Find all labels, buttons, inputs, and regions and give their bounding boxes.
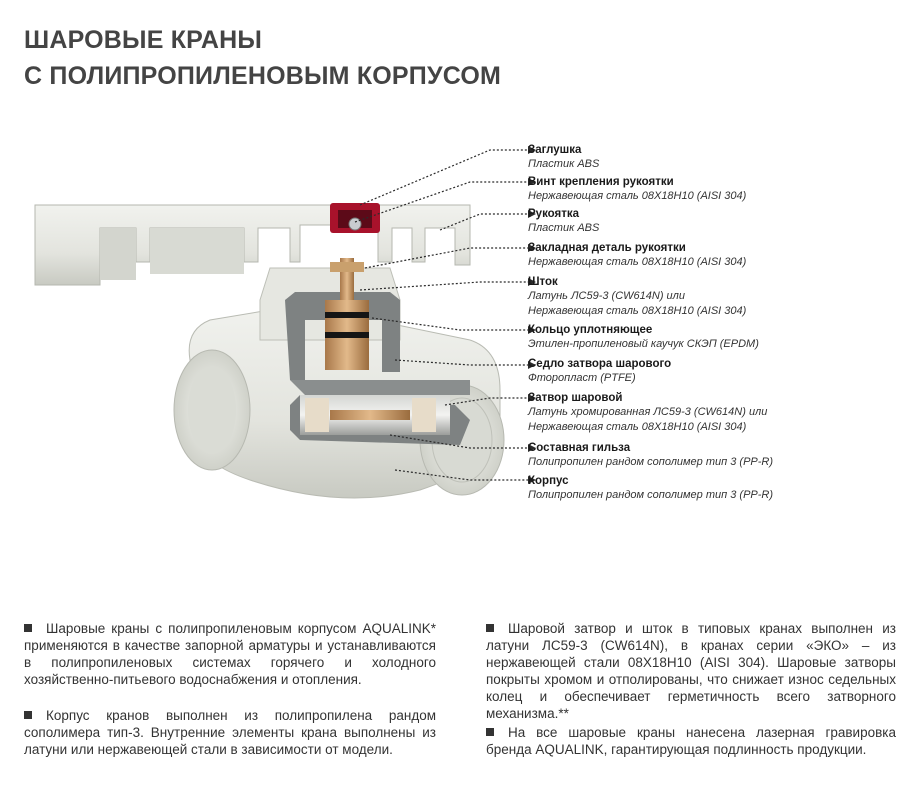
part-label-body [528, 474, 908, 503]
part-material-option: Нержавеющая сталь 08Х18Н10 (AISI 304) [528, 305, 747, 317]
leader-line-plug [360, 150, 530, 205]
valve-handle [35, 205, 470, 285]
part-label-ball [528, 391, 908, 435]
part-material: Полипропилен рандом сополимер тип 3 (PP-R) [528, 456, 774, 468]
title-line-1: ШАРОВЫЕ КРАНЫ [24, 26, 263, 54]
part-label-screw [528, 175, 908, 204]
part-material: Пластик ABS [528, 222, 600, 234]
description-paragraph: Шаровые краны с полипропиленовым корпусом AQUALINK* применяются в качестве запорной арматуры и устанавливаются в полипропиленовых системах горячего и холодного хозяйственно-питьевого водоснабжения и отопления. [24, 621, 436, 687]
part-material: Нержавеющая сталь 08Х18Н10 (AISI 304) [528, 256, 747, 268]
title-line-2: С ПОЛИПРОПИЛЕНОВЫМ КОРПУСОМ [24, 62, 502, 90]
square-bullet-icon [24, 624, 32, 632]
part-name: Кольцо уплотняющее [528, 324, 653, 336]
square-bullet-icon [486, 728, 494, 736]
part-label-sleeve [528, 441, 908, 470]
part-name: Винт крепления рукоятки [528, 176, 674, 188]
part-material-option: Латунь ЛС59-3 (CW614N) или [528, 290, 685, 302]
part-material-option: Нержавеющая сталь 08Х18Н10 (AISI 304) [528, 421, 747, 433]
part-label-seal-ring [528, 323, 908, 352]
part-label-plug [528, 143, 908, 172]
description-paragraph: Шаровой затвор и шток в типовых кранах выполнен из латуни ЛС59-3 (CW614N), в кранах серии «ЭКО» – из нержавеющей стали 08Х18Н10 (AISI 304). Шаровые затворы покрыты хромом и отполированы, что снижает износ седельных колец и обеспечивает герметичность всего затворного механизма.** [486, 621, 896, 721]
handle-cap [330, 203, 380, 233]
part-label-ball-seat [528, 357, 908, 386]
part-material: Пластик ABS [528, 158, 600, 170]
description-paragraph: Корпус кранов выполнен из полипропилена рандом сополимера тип-3. Внутренние элементы крана выполнены из латуни или нержавеющей стали в зависимости от модели. [24, 708, 436, 757]
part-name: Седло затвора шарового [528, 358, 672, 370]
part-name: Шток [528, 276, 558, 288]
part-name: Закладная деталь рукоятки [528, 242, 686, 254]
part-material: Полипропилен рандом сополимер тип 3 (PP-R) [528, 489, 774, 501]
part-label-handle-insert [528, 241, 908, 270]
square-bullet-icon [24, 711, 32, 719]
part-material-option: Латунь хромированная ЛС59-3 (CW614N) или [528, 406, 768, 418]
description-paragraph: На все шаровые краны нанесена лазерная гравировка бренда AQUALINK, гарантирующая подлинность продукции. [486, 725, 896, 757]
square-bullet-icon [486, 624, 494, 632]
part-label-stem [528, 275, 908, 319]
part-name: Рукоятка [528, 208, 580, 220]
part-name: Составная гильза [528, 442, 631, 454]
part-label-handle [528, 207, 908, 236]
part-name: Затвор шаровой [528, 392, 623, 404]
part-material: Фторопласт (PTFE) [528, 372, 636, 384]
part-name: Корпус [528, 475, 569, 487]
part-material: Нержавеющая сталь 08Х18Н10 (AISI 304) [528, 190, 747, 202]
part-name: Заглушка [528, 144, 582, 156]
part-material: Этилен-пропиленовый каучук СКЭП (EPDM) [528, 338, 759, 350]
